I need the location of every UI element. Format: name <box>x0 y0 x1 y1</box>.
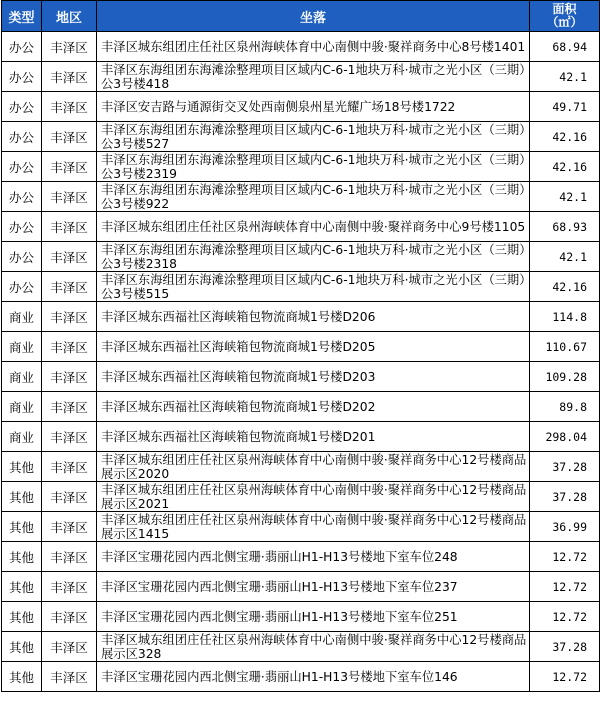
cell-region: 丰泽区 <box>42 182 97 212</box>
cell-area: 37.28 <box>530 482 600 512</box>
cell-region: 丰泽区 <box>42 602 97 632</box>
header-area-unit: （㎡） <box>546 15 583 29</box>
cell-region: 丰泽区 <box>42 92 97 122</box>
cell-location: 丰泽区宝珊花园内西北侧宝珊·翡丽山H1-H13号楼地下室车位237 <box>97 572 530 602</box>
cell-region: 丰泽区 <box>42 122 97 152</box>
cell-area: 42.16 <box>530 122 600 152</box>
table-row <box>2 452 600 482</box>
table-body <box>2 32 600 692</box>
table-row <box>2 242 600 272</box>
cell-area: 110.67 <box>530 332 600 362</box>
cell-type: 商业 <box>2 302 42 332</box>
cell-area: 42.1 <box>530 62 600 92</box>
cell-type: 办公 <box>2 272 42 302</box>
cell-type: 其他 <box>2 512 42 542</box>
table-row <box>2 302 600 332</box>
cell-type: 其他 <box>2 602 42 632</box>
cell-area: 42.1 <box>530 242 600 272</box>
cell-location: 丰泽区城东组团庄任社区泉州海峡体育中心南侧中骏·聚祥商务中心12号楼商品展示区2020 <box>97 452 530 482</box>
cell-area: 42.16 <box>530 152 600 182</box>
cell-location: 丰泽区东海组团东海滩涂整理项目区域内C-6-1地块万科·城市之光小区（三期）公3号楼515 <box>97 272 530 302</box>
cell-location: 丰泽区城东组团庄任社区泉州海峡体育中心南侧中骏·聚祥商务中心12号楼商品展示区2021 <box>97 482 530 512</box>
header-area-label: 面积 <box>552 2 577 16</box>
cell-location: 丰泽区城东西福社区海峡箱包物流商城1号楼D201 <box>97 422 530 452</box>
cell-area: 36.99 <box>530 512 600 542</box>
header-location: 坐落 <box>97 1 530 32</box>
table-row <box>2 92 600 122</box>
table-row <box>2 662 600 692</box>
cell-location: 丰泽区城东西福社区海峡箱包物流商城1号楼D206 <box>97 302 530 332</box>
table-row <box>2 632 600 662</box>
cell-region: 丰泽区 <box>42 242 97 272</box>
cell-region: 丰泽区 <box>42 572 97 602</box>
cell-region: 丰泽区 <box>42 452 97 482</box>
cell-type: 办公 <box>2 32 42 62</box>
cell-type: 办公 <box>2 212 42 242</box>
cell-region: 丰泽区 <box>42 302 97 332</box>
cell-region: 丰泽区 <box>42 482 97 512</box>
cell-area: 109.28 <box>530 362 600 392</box>
cell-type: 其他 <box>2 542 42 572</box>
header-region: 地区 <box>42 1 97 32</box>
cell-location: 丰泽区安吉路与通源街交叉处西南侧泉州星光耀广场18号楼1722 <box>97 92 530 122</box>
cell-type: 办公 <box>2 122 42 152</box>
cell-area: 42.16 <box>530 272 600 302</box>
table-header-row <box>2 1 600 32</box>
cell-area: 37.28 <box>530 452 600 482</box>
cell-area: 68.94 <box>530 32 600 62</box>
cell-type: 办公 <box>2 182 42 212</box>
cell-location: 丰泽区城东西福社区海峡箱包物流商城1号楼D203 <box>97 362 530 392</box>
cell-region: 丰泽区 <box>42 212 97 242</box>
cell-type: 商业 <box>2 392 42 422</box>
cell-type: 其他 <box>2 452 42 482</box>
cell-location: 丰泽区东海组团东海滩涂整理项目区域内C-6-1地块万科·城市之光小区（三期）公3号楼2318 <box>97 242 530 272</box>
cell-area: 68.93 <box>530 212 600 242</box>
cell-type: 其他 <box>2 482 42 512</box>
header-area <box>530 1 600 32</box>
cell-region: 丰泽区 <box>42 662 97 692</box>
cell-location: 丰泽区城东西福社区海峡箱包物流商城1号楼D202 <box>97 392 530 422</box>
cell-location: 丰泽区宝珊花园内西北侧宝珊·翡丽山H1-H13号楼地下室车位248 <box>97 542 530 572</box>
cell-location: 丰泽区城东组团庄任社区泉州海峡体育中心南侧中骏·聚祥商务中心9号楼1105 <box>97 212 530 242</box>
cell-type: 其他 <box>2 632 42 662</box>
table-row <box>2 542 600 572</box>
cell-area: 12.72 <box>530 662 600 692</box>
cell-region: 丰泽区 <box>42 392 97 422</box>
cell-region: 丰泽区 <box>42 542 97 572</box>
cell-location: 丰泽区东海组团东海滩涂整理项目区域内C-6-1地块万科·城市之光小区（三期）公3号楼418 <box>97 62 530 92</box>
cell-region: 丰泽区 <box>42 362 97 392</box>
cell-type: 商业 <box>2 332 42 362</box>
table-row <box>2 182 600 212</box>
cell-location: 丰泽区东海组团东海滩涂整理项目区域内C-6-1地块万科·城市之光小区（三期）公3号楼2319 <box>97 152 530 182</box>
cell-location: 丰泽区宝珊花园内西北侧宝珊·翡丽山H1-H13号楼地下室车位251 <box>97 602 530 632</box>
table-row <box>2 512 600 542</box>
cell-location: 丰泽区城东组团庄任社区泉州海峡体育中心南侧中骏·聚祥商务中心8号楼1401 <box>97 32 530 62</box>
header-type: 类型 <box>2 1 42 32</box>
cell-area: 298.04 <box>530 422 600 452</box>
table-row <box>2 392 600 422</box>
cell-type: 办公 <box>2 92 42 122</box>
table-row <box>2 272 600 302</box>
table-row <box>2 62 600 92</box>
cell-region: 丰泽区 <box>42 62 97 92</box>
cell-area: 12.72 <box>530 602 600 632</box>
cell-type: 其他 <box>2 662 42 692</box>
cell-area: 89.8 <box>530 392 600 422</box>
cell-area: 42.1 <box>530 182 600 212</box>
table-row <box>2 422 600 452</box>
cell-type: 办公 <box>2 152 42 182</box>
cell-type: 商业 <box>2 422 42 452</box>
cell-region: 丰泽区 <box>42 632 97 662</box>
cell-type: 办公 <box>2 242 42 272</box>
cell-area: 37.28 <box>530 632 600 662</box>
table-row <box>2 212 600 242</box>
table-row <box>2 362 600 392</box>
cell-location: 丰泽区城东西福社区海峡箱包物流商城1号楼D205 <box>97 332 530 362</box>
cell-location: 丰泽区东海组团东海滩涂整理项目区域内C-6-1地块万科·城市之光小区（三期）公3号楼527 <box>97 122 530 152</box>
table-row <box>2 482 600 512</box>
cell-area: 114.8 <box>530 302 600 332</box>
cell-location: 丰泽区东海组团东海滩涂整理项目区域内C-6-1地块万科·城市之光小区（三期）公3号楼922 <box>97 182 530 212</box>
cell-location: 丰泽区宝珊花园内西北侧宝珊·翡丽山H1-H13号楼地下室车位146 <box>97 662 530 692</box>
table-row <box>2 122 600 152</box>
cell-location: 丰泽区城东组团庄任社区泉州海峡体育中心南侧中骏·聚祥商务中心12号楼商品展示区328 <box>97 632 530 662</box>
cell-location: 丰泽区城东组团庄任社区泉州海峡体育中心南侧中骏·聚祥商务中心12号楼商品展示区1415 <box>97 512 530 542</box>
table-row <box>2 32 600 62</box>
table-row <box>2 572 600 602</box>
cell-area: 12.72 <box>530 572 600 602</box>
table-row <box>2 152 600 182</box>
cell-area: 49.71 <box>530 92 600 122</box>
cell-region: 丰泽区 <box>42 422 97 452</box>
cell-region: 丰泽区 <box>42 152 97 182</box>
property-table <box>1 0 600 692</box>
cell-region: 丰泽区 <box>42 512 97 542</box>
cell-type: 商业 <box>2 362 42 392</box>
cell-type: 办公 <box>2 62 42 92</box>
cell-type: 其他 <box>2 572 42 602</box>
cell-region: 丰泽区 <box>42 332 97 362</box>
cell-region: 丰泽区 <box>42 272 97 302</box>
table-row <box>2 602 600 632</box>
cell-region: 丰泽区 <box>42 32 97 62</box>
cell-area: 12.72 <box>530 542 600 572</box>
table-row <box>2 332 600 362</box>
